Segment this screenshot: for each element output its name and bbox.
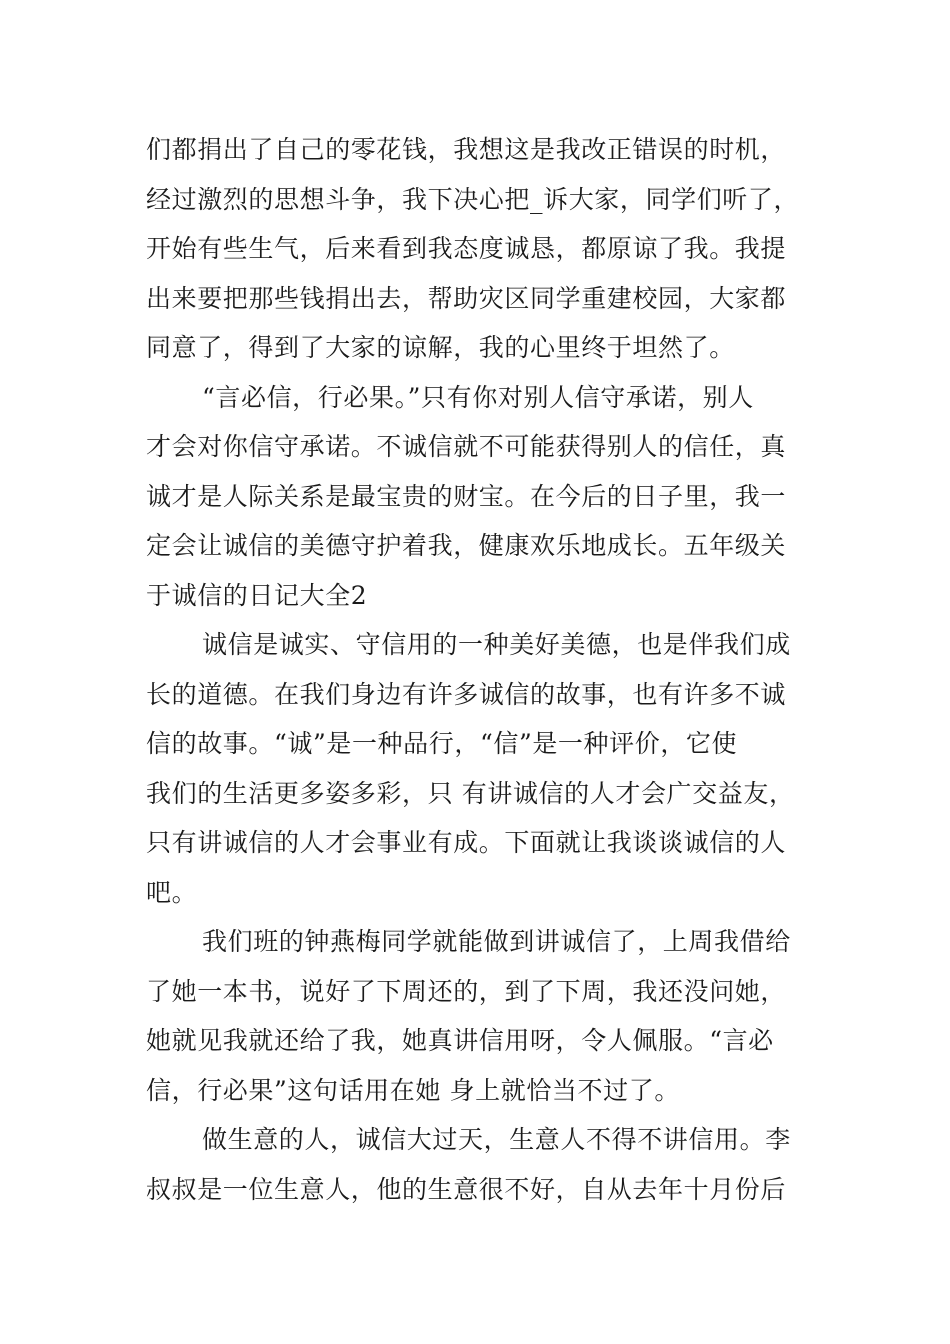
text-line-6: “言必信，行必果。”只有你对别人信守承诺，别人 <box>202 382 754 412</box>
text-line-13: 信的故事。“诚”是一种品行，“信”是一种评价，它使 <box>146 729 738 758</box>
text-line-3: 开始有些生气，后来看到我态度诚恳，都原谅了我。我提 <box>146 234 787 263</box>
text-line-4: 出来要把那些钱捐出去，帮助灾区同学重建校园，大家都 <box>146 283 787 313</box>
document-body <box>146 125 811 1214</box>
text-line-7: 才会对你信守承诺。不诚信就不可能获得别人的信任，真 <box>146 432 787 461</box>
text-line-17: 我们班的钟燕梅同学就能做到讲诚信了，上周我借给 <box>202 927 791 956</box>
text-line-16: 吧。 <box>146 877 198 907</box>
text-line-21: 做生意的人，诚信大过天，生意人不得不讲信用。李 <box>202 1125 791 1154</box>
text-line-19: 她就见我就还给了我，她真讲信用呀，令人佩服。“言必 <box>146 1026 774 1055</box>
text-line-2: 经过激烈的思想斗争，我下决心把_诉大家，同学们听了， <box>146 184 800 214</box>
text-line-22: 叔叔是一位生意人，他的生意很不好，自从去年十月份后 <box>146 1174 787 1204</box>
text-line-12: 长的道德。在我们身边有许多诚信的故事，也有许多不诚 <box>146 679 787 709</box>
text-line-14: 我们的生活更多姿多彩，只 有讲诚信的人才会广交益友， <box>146 778 795 808</box>
text-line-18: 了她一本书，说好了下周还的，到了下周，我还没问她， <box>146 976 787 1006</box>
text-line-5: 同意了，得到了大家的谅解，我的心里终于坦然了。 <box>146 333 735 362</box>
text-line-9: 定会让诚信的美德守护着我，健康欢乐地成长。五年级关 <box>146 531 787 560</box>
text-line-10: 于诚信的日记大全2 <box>146 580 368 610</box>
text-line-15: 只有讲诚信的人才会事业有成。下面就让我谈谈诚信的人 <box>146 828 787 857</box>
text-line-1: 们都捐出了自己的零花钱，我想这是我改正错误的时机， <box>146 135 787 164</box>
text-line-20: 信，行必果”这句话用在她 身上就恰当不过了。 <box>146 1075 680 1105</box>
text-line-11: 诚信是诚实、守信用的一种美好美德，也是伴我们成 <box>202 630 791 659</box>
text-line-8: 诚才是人际关系是最宝贵的财宝。在今后的日子里，我一 <box>146 481 787 511</box>
